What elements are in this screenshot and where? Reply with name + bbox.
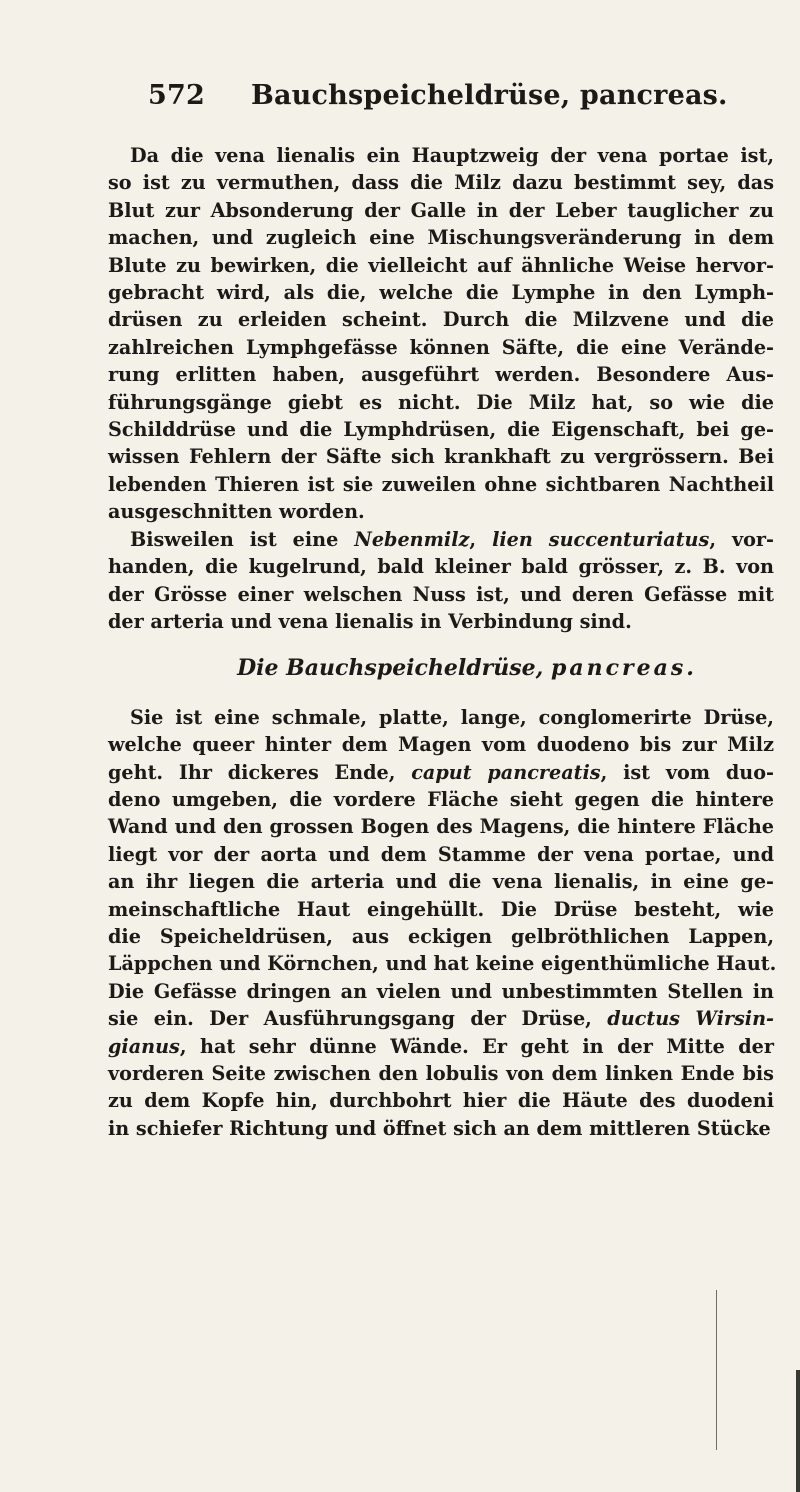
text-line: deno umgeben, die vordere Fläche sieht gegen die hintere: [108, 787, 774, 811]
text-line: Sie ist eine schmale, platte, lange, conglomerirte Drüse,: [130, 705, 774, 729]
paper-crease-mark: [716, 1290, 717, 1450]
running-title: Bauchspeicheldrüse, pancreas.: [250, 80, 728, 111]
text-run: geht. Ihr dickeres Ende,: [108, 760, 412, 784]
text-line: Wand und den grossen Bogen des Magens, die hintere Fläche: [108, 815, 774, 839]
heading-title: Die Bauchspeicheldrüse: [237, 655, 536, 682]
text-line: [108, 1005, 774, 1032]
section-heading: [108, 655, 774, 682]
term-caput-pancreatis: caput pancreatis: [411, 760, 601, 784]
text-line: Schilddrüse und die Lymphdrüsen, die Eigenschaft, bei ge-: [108, 418, 774, 442]
text-line: [108, 526, 774, 553]
text-line: rung erlitten haben, ausgeführt werden. Besondere Aus-: [108, 363, 774, 387]
text-line: Läppchen und Körnchen, und hat keine eigenthümliche Haut.: [108, 952, 777, 976]
text-line: machen, und zugleich eine Mischungsveränderung in dem: [108, 226, 774, 250]
text-line: [108, 1033, 774, 1060]
text-run: ,: [469, 527, 493, 551]
term-nebenmilz: Nebenmilz: [354, 527, 470, 551]
text-line: so ist zu vermuthen, dass die Milz dazu bestimmt sey, das: [108, 171, 774, 195]
text-line: zahlreichen Lymphgefässe können Säfte, die eine Verände-: [108, 335, 774, 359]
text-line: zu dem Kopfe hin, durchbohrt hier die Häute des duodeni: [108, 1089, 774, 1113]
text-line: wissen Fehlern der Säfte sich krankhaft zu vergrössern. Bei: [108, 445, 774, 469]
paragraph-pancreas-description: [108, 704, 777, 1143]
text-line: Da die vena lienalis ein Hauptzweig der vena portae ist,: [130, 144, 774, 167]
text-line: die Speicheldrüsen, aus eckigen gelbröthlichen Lappen,: [108, 924, 774, 948]
text-run: , ist vom duo-: [600, 760, 775, 784]
term-lien-succenturiatus: lien succenturiatus: [492, 527, 710, 551]
page-edge-shadow: [796, 1370, 800, 1492]
text-line: Blute zu bewirken, die vielleicht auf ähnliche Weise hervor-: [108, 253, 774, 277]
text-line: in schiefer Richtung und öffnet sich an dem mittleren Stücke: [108, 1116, 771, 1140]
heading-separator: ,: [535, 655, 551, 682]
text-run: , hat sehr dünne Wände. Er geht in der Mitte der: [179, 1034, 774, 1058]
text-line: vorderen Seite zwischen den lobulis von dem linken Ende bis: [108, 1062, 774, 1085]
paragraph-milz-function: [108, 142, 774, 526]
text-line: [108, 759, 774, 786]
text-line: Die Gefässe dringen an vielen und unbestimmten Stellen in: [108, 979, 774, 1003]
text-line: führungsgänge giebt es nicht. Die Milz hat, so wie die: [108, 390, 774, 414]
term-ductus-wirsingianus-cont: gianus: [108, 1034, 180, 1058]
text-line: an ihr liegen die arteria und die vena lienalis, in eine ge-: [108, 870, 774, 894]
text-line: der arteria und vena lienalis in Verbindung sind.: [108, 609, 632, 633]
term-ductus-wirsingianus: ductus Wirsin-: [607, 1007, 774, 1031]
text-line: welche queer hinter dem Magen vom duodeno bis zur Milz: [108, 733, 774, 757]
text-line: liegt vor der aorta und dem Stamme der vena portae, und: [108, 842, 774, 866]
text-run: Bisweilen ist eine: [130, 527, 355, 551]
text-line: ausgeschnitten worden.: [108, 500, 365, 524]
text-line: lebenden Thieren ist sie zuweilen ohne sichtbaren Nachtheil: [108, 472, 774, 496]
page-body: [108, 142, 777, 1142]
paragraph-nebenmilz: [108, 526, 774, 636]
text-line: meinschaftliche Haut eingehüllt. Die Drüse besteht, wie: [108, 897, 774, 921]
page-number: 572: [148, 80, 205, 111]
text-line: der Grösse einer welschen Nuss ist, und deren Gefässe mit: [108, 582, 774, 606]
text-run: sie ein. Der Ausführungsgang der Drüse,: [108, 1007, 608, 1031]
text-run: , vor-: [709, 527, 774, 551]
page-header: [148, 80, 728, 111]
text-line: gebracht wird, als die, welche die Lymphe in den Lymph-: [108, 281, 774, 305]
text-line: handen, die kugelrund, bald kleiner bald grösser, z. B. von: [108, 555, 774, 579]
heading-latin-term: pancreas.: [550, 655, 697, 682]
text-line: drüsen zu erleiden scheint. Durch die Milzvene und die: [108, 308, 774, 332]
text-line: Blut zur Absonderung der Galle in der Leber tauglicher zu: [108, 198, 774, 222]
